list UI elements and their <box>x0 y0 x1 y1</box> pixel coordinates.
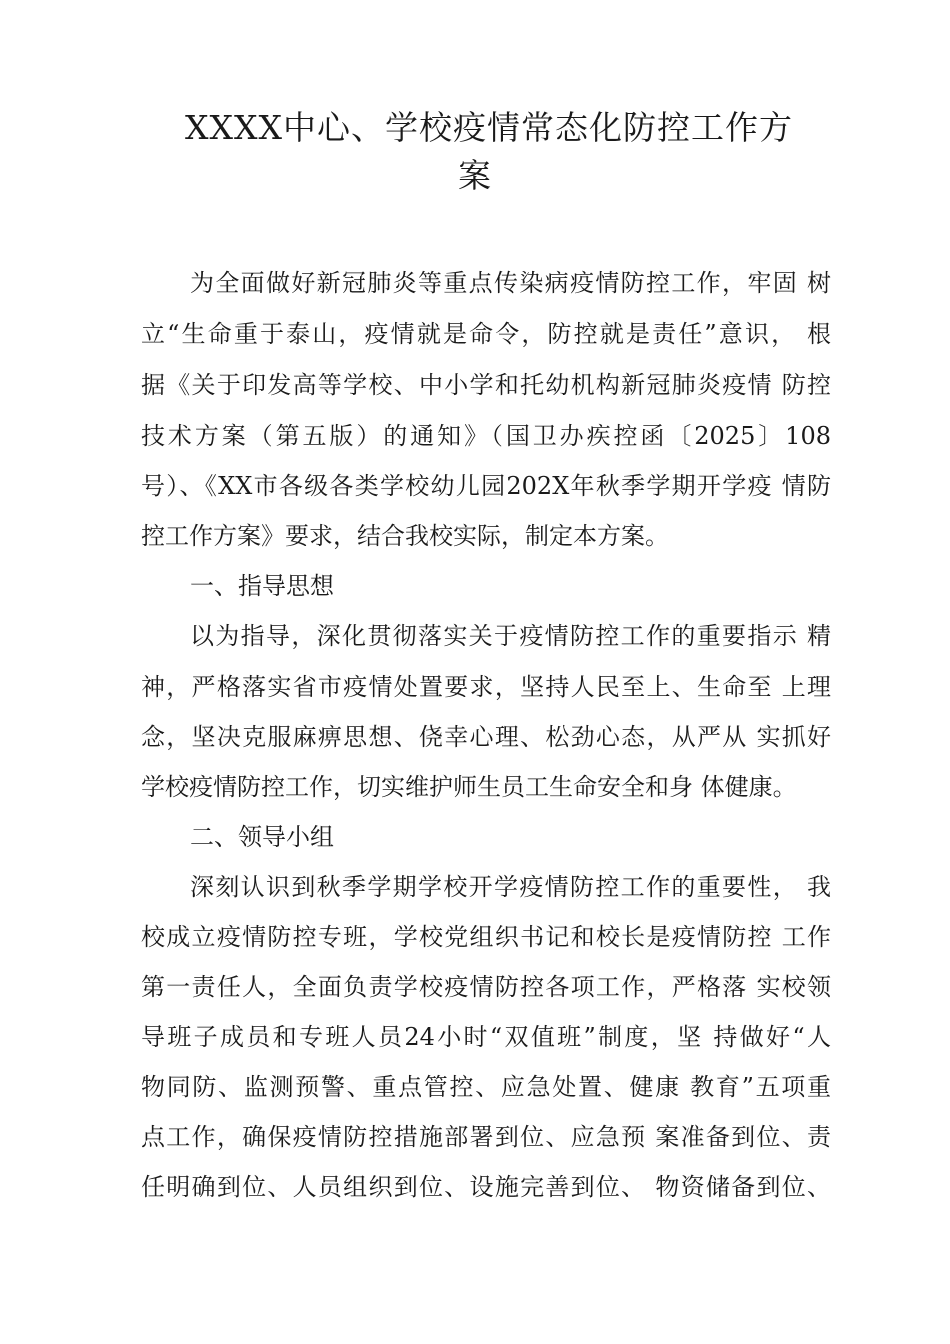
section2-line-3: 第一责任人，全面负责学校疫情防控各项工作，严格落 实校领 <box>141 973 831 1001</box>
section2-line-4: 导班子成员和专班人员24小时“双值班”制度，坚 持做好“人 <box>141 1023 831 1051</box>
document-title-line-1: XXXX中心、学校疫情常态化防控工作方 <box>185 108 793 147</box>
section1-line-2: 神，严格落实省市疫情处置要求，坚持人民至上、生命至 上理 <box>141 673 831 701</box>
section1-line-3: 念，坚决克服麻痹思想、侥幸心理、松劲心态，从严从 实抓好 <box>141 723 831 751</box>
section-heading-leadership-group: 二、领导小组 <box>190 823 334 851</box>
intro-line-6: 控工作方案》要求，结合我校实际，制定本方案。 <box>141 522 669 550</box>
intro-line-4: 技术方案（第五版）的通知》（国卫办疾控函〔2025〕108 <box>141 422 831 450</box>
intro-line-3: 据《关于印发高等学校、中小学和托幼机构新冠肺炎疫情 防控 <box>141 371 831 399</box>
intro-line-5: 号）、《XX市各级各类学校幼儿园202X年秋季学期开学疫 情防 <box>141 472 831 500</box>
section-heading-guiding-thought: 一、指导思想 <box>190 572 334 600</box>
section2-line-6: 点工作，确保疫情防控措施部署到位、应急预 案准备到位、责 <box>141 1123 831 1151</box>
intro-line-2: 立“生命重于泰山，疫情就是命令，防控就是责任”意识， 根 <box>141 320 831 348</box>
section1-line-1: 以为指导，深化贯彻落实关于疫情防控工作的重要指示 精 <box>190 622 831 650</box>
section2-line-7: 任明确到位、人员组织到位、设施完善到位、 物资储备到位、 <box>141 1173 831 1201</box>
intro-line-1: 为全面做好新冠肺炎等重点传染病疫情防控工作，牢固 树 <box>190 269 831 297</box>
document-title-line-2: 案 <box>458 156 492 195</box>
section1-line-4: 学校疫情防控工作，切实维护师生员工生命安全和身 体健康。 <box>141 773 797 801</box>
section2-line-5: 物同防、监测预警、重点管控、应急处置、健康 教育”五项重 <box>141 1073 831 1101</box>
section2-line-2: 校成立疫情防控专班，学校党组织书记和校长是疫情防控 工作 <box>141 923 831 951</box>
section2-line-1: 深刻认识到秋季学期学校开学疫情防控工作的重要性， 我 <box>190 873 831 901</box>
